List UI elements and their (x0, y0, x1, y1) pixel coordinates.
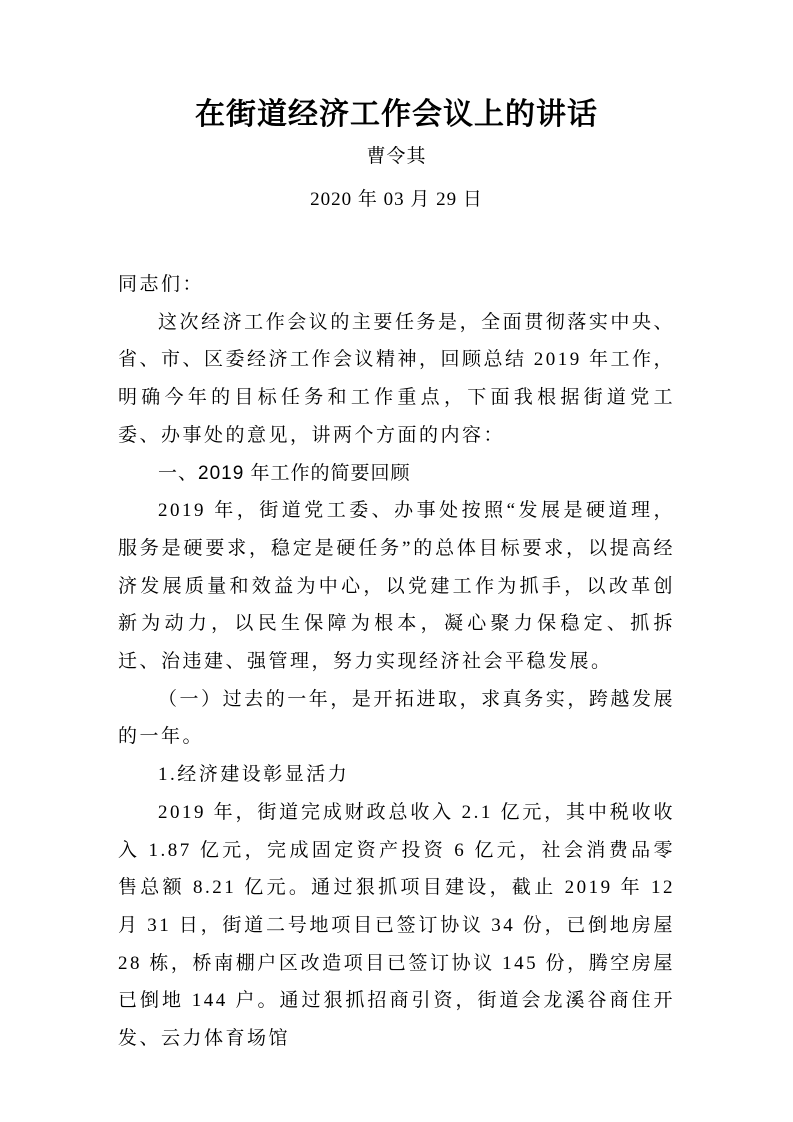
point-1-body: 2019 年，街道完成财政总收入 2.1 亿元，其中税收收入 1.87 亿元，完成固定资产投资 6 亿元，社会消费品零售总额 8.21 亿元。通过狠抓项目建设，截止 2019 年 12 月 31 日，街道二号地项目已签订协议 34 份，已倒地房屋 28 栋，桥南棚户区改造项目已签订协议 145 份，腾空房屋已倒地 144 户。通过狠抓招商引资，街道会龙溪谷商住开发、云力体育场馆 (118, 801, 675, 1050)
subsection-1-heading: （一）过去的一年，是开拓进取，求真务实，跨越发展的一年。 (118, 688, 675, 748)
point-1-heading: 1.经济建设彰显活力 (158, 764, 350, 786)
author-name: 曹令其 (366, 146, 427, 167)
publish-date: 2020 年 03 月 29 日 (310, 189, 483, 210)
document-body (118, 266, 675, 1058)
section-1-heading: 一、2019 年工作的简要回顾 (158, 462, 411, 484)
intro-paragraph: 这次经济工作会议的主要任务是，全面贯彻落实中央、省、市、区委经济工作会议精神，回顾总结 2019 年工作，明确今年的目标任务和工作重点，下面我根据街道党工委、办事处的意见，讲两个方面的内容： (118, 311, 676, 446)
salutation: 同志们： (118, 274, 205, 295)
document-title: 在街道经济工作会议上的讲话 (195, 98, 598, 131)
section-1-body: 2019 年，街道党工委、办事处按照“发展是硬道理，服务是硬要求，稳定是硬任务”的总体目标要求，以提高经济发展质量和效益为中心，以党建工作为抓手，以改革创新为动力，以民生保障为根本，凝心聚力保稳定、抓拆迁、治违建、强管理，努力实现经济社会平稳发展。 (118, 500, 675, 673)
